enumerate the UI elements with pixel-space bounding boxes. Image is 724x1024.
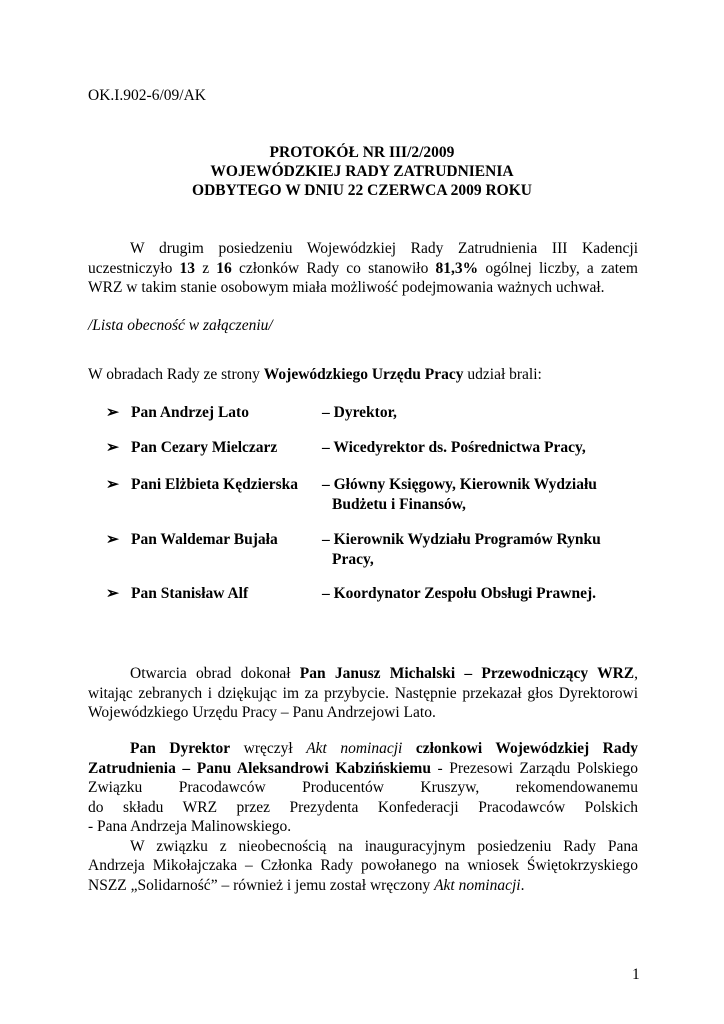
attendance-list-note: /Lista obecność w załączeniu/ [88, 317, 273, 334]
paragraph-line: Andrzeja Mikołajczaka – Członka Rady powołanego na wniosek Świętokrzyskiego [88, 857, 638, 874]
bullet-arrow-icon: ➢ [106, 439, 119, 456]
paragraph-line: Pan Dyrektor wręczył Akt nominacji członkowi Wojewódzkiej Rady [130, 740, 638, 757]
page-number: 1 [632, 966, 640, 983]
attendee-name: Pan Cezary Mielczarz [131, 439, 278, 456]
paragraph-line: NSZZ „Solidarność” – również i jemu został wręczony Akt nominacji. [88, 876, 525, 894]
bullet-arrow-icon: ➢ [106, 404, 119, 421]
paragraph-line: Wojewódzkiego Urzędu Pracy – Panu Andrzejowi Lato. [88, 704, 436, 721]
title-line-2: WOJEWÓDZKIEJ RADY ZATRUDNIENIA [210, 163, 514, 180]
attendee-role: – Kierownik Wydziału Programów Rynku Pracy, [322, 531, 601, 568]
paragraph-line: - Pana Andrzeja Malinowskiego. [88, 818, 292, 835]
paragraph-line: do składu WRZ przez Prezydenta Konfederacji Pracodawców Polskich [88, 798, 638, 816]
attendee-role: – Koordynator Zespołu Obsługi Prawnej. [322, 585, 597, 602]
paragraph-nomination [88, 739, 638, 895]
attendees-intro: W obradach Rady ze strony Wojewódzkiego Urzędu Pracy udział brali: [88, 366, 542, 383]
paragraph-line: WRZ w takim stanie osobowym miała możliwość podejmowania ważnych uchwał. [88, 279, 605, 296]
paragraph-line: witając zebranych i dziękując im za przybycie. Następnie przekazał głos Dyrektorowi [88, 684, 638, 702]
document-reference: OK.I.902-6/09/AK [88, 87, 206, 104]
paragraph-line: uczestniczyło 13 z 16 członków Rady co stanowiło 81,3% ogólnej liczby, a zatem [88, 259, 638, 277]
attendee-name: Pan Waldemar Bujała [131, 531, 278, 548]
title-line-1: PROTOKÓŁ NR III/2/2009 [269, 144, 455, 161]
document-title [0, 143, 724, 200]
attendee-name: Pan Stanisław Alf [131, 585, 249, 602]
paragraph-line: Zatrudnienia – Panu Aleksandrowi Kabzińskiemu - Prezesowi Zarządu Polskiego [88, 759, 638, 777]
paragraph-line: Związku Pracodawców Producentów Kruszyw, rekomendowanemu [88, 779, 638, 796]
attendee-role: – Dyrektor, [322, 404, 397, 421]
attendee-name: Pan Andrzej Lato [131, 404, 249, 421]
paragraph-line: W drugim posiedzeniu Wojewódzkiej Rady Zatrudnienia III Kadencji [130, 240, 638, 257]
title-line-3: ODBYTEGO W DNIU 22 CZERWCA 2009 ROKU [192, 182, 532, 199]
paragraph-opening [88, 664, 638, 723]
attendee-role: – Wicedyrektor ds. Pośrednictwa Pracy, [322, 439, 586, 456]
attendee-name: Pani Elżbieta Kędzierska [131, 476, 299, 493]
bullet-arrow-icon: ➢ [106, 476, 119, 493]
attendee-role: – Główny Księgowy, Kierownik Wydziału Budżetu i Finansów, [322, 476, 597, 513]
paragraph-line: Otwarcia obrad dokonał Pan Janusz Michalski – Przewodniczący WRZ, [130, 665, 638, 682]
bullet-arrow-icon: ➢ [106, 585, 119, 602]
bullet-arrow-icon: ➢ [106, 531, 119, 548]
paragraph-attendance [88, 239, 638, 298]
paragraph-line: W związku z nieobecnością na inauguracyjnym posiedzeniu Rady Pana [130, 837, 638, 855]
